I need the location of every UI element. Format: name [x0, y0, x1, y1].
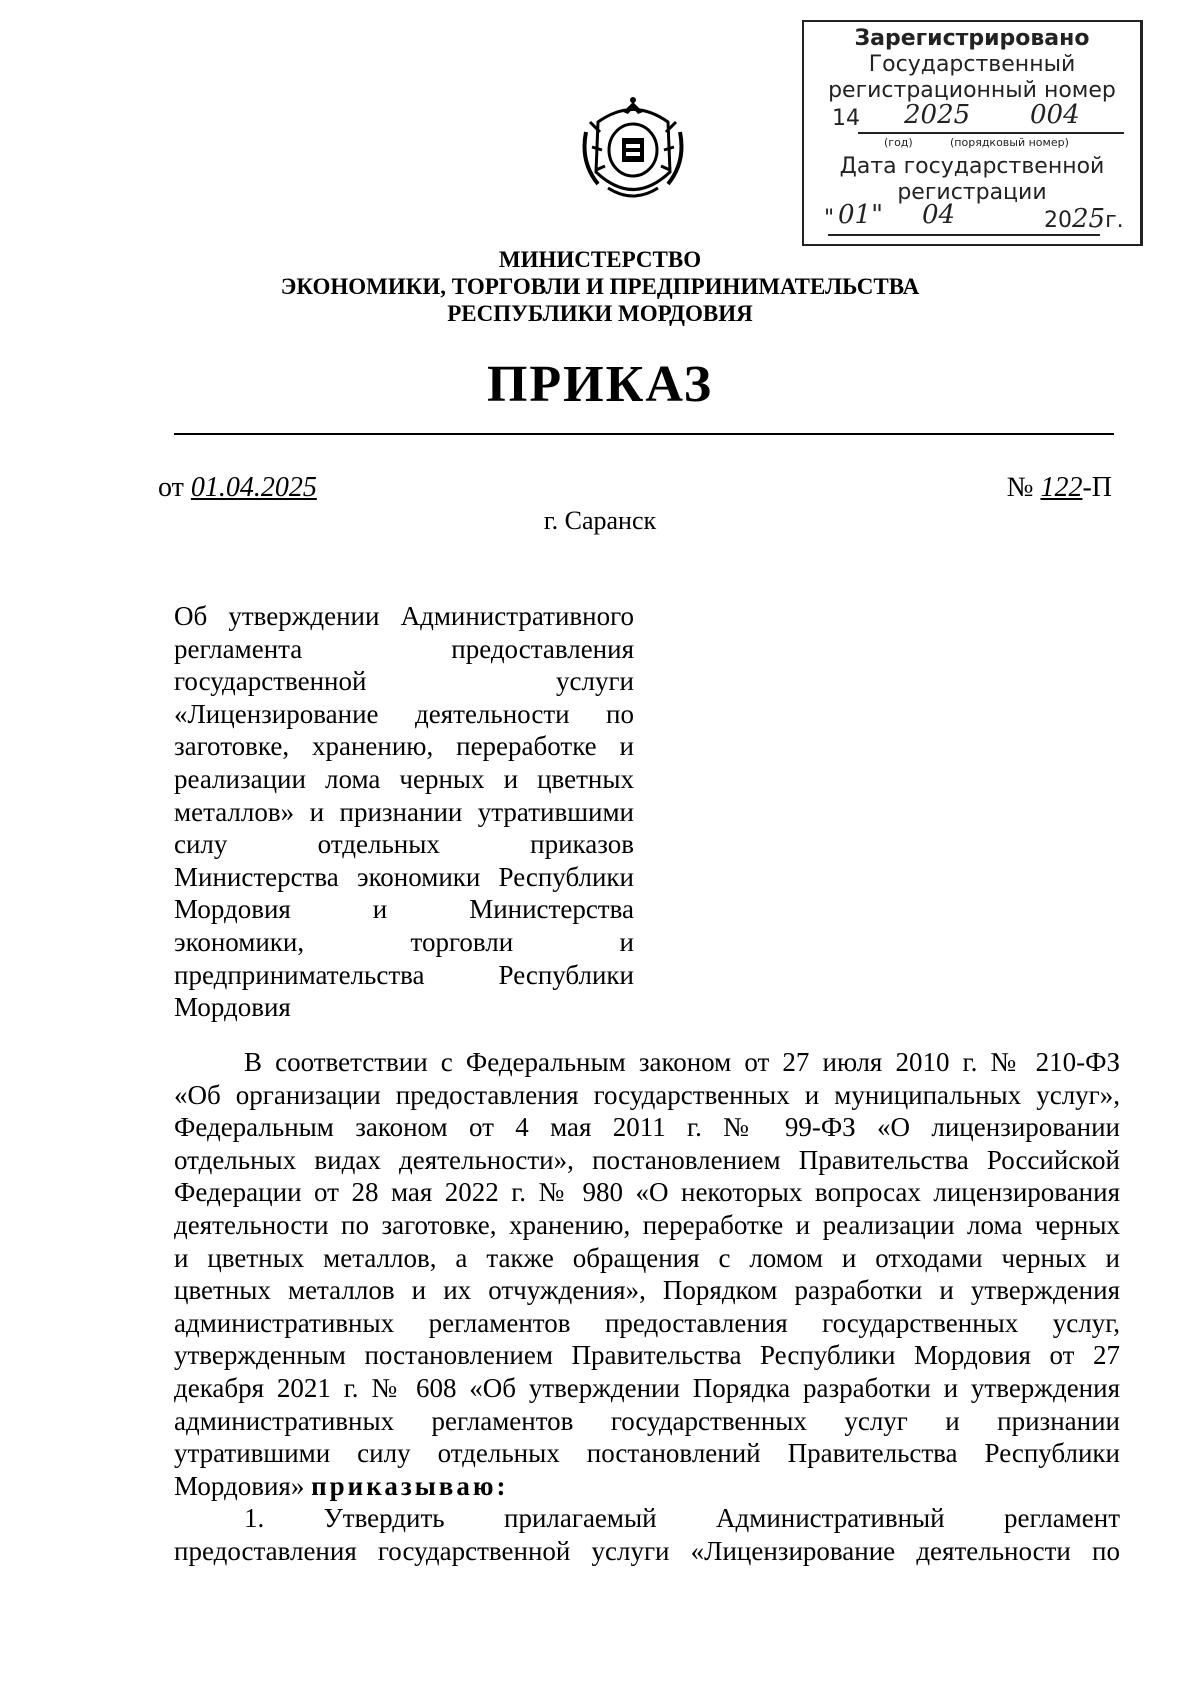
body-last-line-text: Мордовия» — [174, 1470, 305, 1501]
stamp-caption-year: (год) — [884, 136, 913, 149]
body-line: Федеральным законом от 4 мая 2011 г. № 99-ФЗ «О лицензировании — [174, 1112, 1120, 1143]
stamp-date-underline — [828, 234, 1100, 236]
city-name: г. Саранск — [543, 506, 657, 535]
date-handwritten: 01.04.2025 — [190, 472, 317, 503]
stamp-year-handwritten: 2025 — [904, 100, 971, 130]
body-order-line — [174, 1470, 1120, 1503]
body-line: Федерации от 28 мая 2022 г. № 980 «О некоторых вопросах лицензирования — [174, 1177, 1120, 1208]
stamp-line-1: Государственный — [868, 52, 1076, 77]
subject-line: Об утверждении Административного — [174, 601, 634, 631]
body-line: цветных металлов и их отчуждения», Порядком разработки и утверждения — [174, 1275, 1120, 1306]
stamp-year-end: г. — [1105, 208, 1124, 233]
subject-line: силу отдельных приказов — [174, 829, 634, 860]
number-handwritten: 122 — [1040, 472, 1083, 503]
stamp-caption-seq: (порядковый номер) — [950, 136, 1069, 149]
ministry-line-3: РЕСПУБЛИКИ МОРДОВИЯ — [447, 301, 753, 326]
order-date — [158, 472, 317, 504]
subject-line: Мордовия — [174, 992, 291, 1023]
stamp-date-row — [804, 200, 1140, 236]
subject-line: заготовке, хранению, переработке и — [174, 731, 634, 762]
stamp-number-row — [804, 100, 1140, 136]
ministry-line-1: МИНИСТЕРСТВО — [498, 247, 702, 272]
body-line: административных регламентов предоставления государственных услуг, — [174, 1307, 1120, 1338]
subject-line: Министерства экономики Республики — [174, 861, 634, 892]
subject-line: металлов» и признании утратившими — [174, 796, 634, 827]
coat-of-arms-emblem — [578, 92, 688, 210]
stamp-number-underline — [858, 132, 1124, 134]
header-divider — [174, 433, 1114, 435]
stamp-number-prefix: 14 — [832, 106, 860, 131]
body-line: и цветных металлов, а также обращения с ломом и отходами черных и — [174, 1242, 1120, 1273]
stamp-date-label-2: регистрации — [897, 180, 1047, 205]
body-line: «Об организации предоставления государственных и муниципальных услуг», — [174, 1079, 1120, 1110]
subject-line: «Лицензирование деятельности по — [174, 698, 634, 729]
subject-line: регламента предоставления — [174, 633, 634, 664]
stamp-year-prefix: 20 — [1044, 208, 1072, 233]
registration-stamp — [802, 20, 1143, 246]
stamp-captions — [804, 136, 1140, 154]
body-line: утратившими силу отдельных постановлений Правительства Республики — [174, 1438, 1120, 1469]
document-type-title: ПРИКАЗ — [486, 356, 714, 413]
ministry-header — [0, 246, 1200, 327]
stamp-title: Зарегистрировано — [854, 26, 1090, 51]
subject-line: экономики, торговли и — [174, 926, 634, 957]
stamp-seq-handwritten: 004 — [1030, 100, 1080, 130]
body-line: отдельных видах деятельности», постановлением Правительства Российской — [174, 1144, 1120, 1175]
body-line: утвержденным постановлением Правительства Республики Мордовия от 27 — [174, 1340, 1120, 1371]
subject-line: Мордовия и Министерства — [174, 894, 634, 925]
number-suffix: -П — [1082, 472, 1112, 503]
item-1-line-2: предоставления государственной услуги «Лицензирование деятельности по — [174, 1535, 1120, 1566]
date-prefix: от — [158, 472, 184, 503]
order-body — [174, 1046, 1120, 1568]
body-line: декабря 2021 г. № 608 «Об утверждении Порядка разработки и утверждения — [174, 1372, 1120, 1403]
order-keyword: приказываю: — [311, 1470, 509, 1501]
ministry-line-2: ЭКОНОМИКИ, ТОРГОВЛИ И ПРЕДПРИНИМАТЕЛЬСТВА — [280, 274, 920, 299]
body-line: административных регламентов государственных услуг и признании — [174, 1405, 1120, 1436]
stamp-line-2: регистрационный номер — [828, 78, 1116, 103]
subject-line: реализации лома черных и цветных — [174, 763, 634, 794]
body-line: деятельности по заготовке, хранению, переработке и реализации лома черных — [174, 1209, 1120, 1240]
stamp-date-label-1: Дата государственной — [839, 154, 1105, 179]
stamp-year-field — [1044, 206, 1124, 234]
subject-line: государственной услуги — [174, 666, 634, 697]
body-line: В соответствии с Федеральным законом от 27 июля 2010 г. № 210-ФЗ — [244, 1047, 1120, 1077]
stamp-day-handwritten: 01" — [838, 200, 884, 230]
stamp-year-suffix-handwritten: 25 — [1072, 204, 1106, 234]
stamp-month-handwritten: 04 — [922, 200, 956, 230]
order-subject — [174, 600, 634, 1024]
subject-line: предпринимательства Республики — [174, 959, 634, 990]
item-1-line-1: 1. Утвердить прилагаемый Административный регламент — [244, 1503, 1120, 1534]
order-number — [1007, 472, 1112, 504]
number-prefix: № — [1006, 472, 1034, 503]
stamp-quote-open: " — [824, 206, 835, 231]
